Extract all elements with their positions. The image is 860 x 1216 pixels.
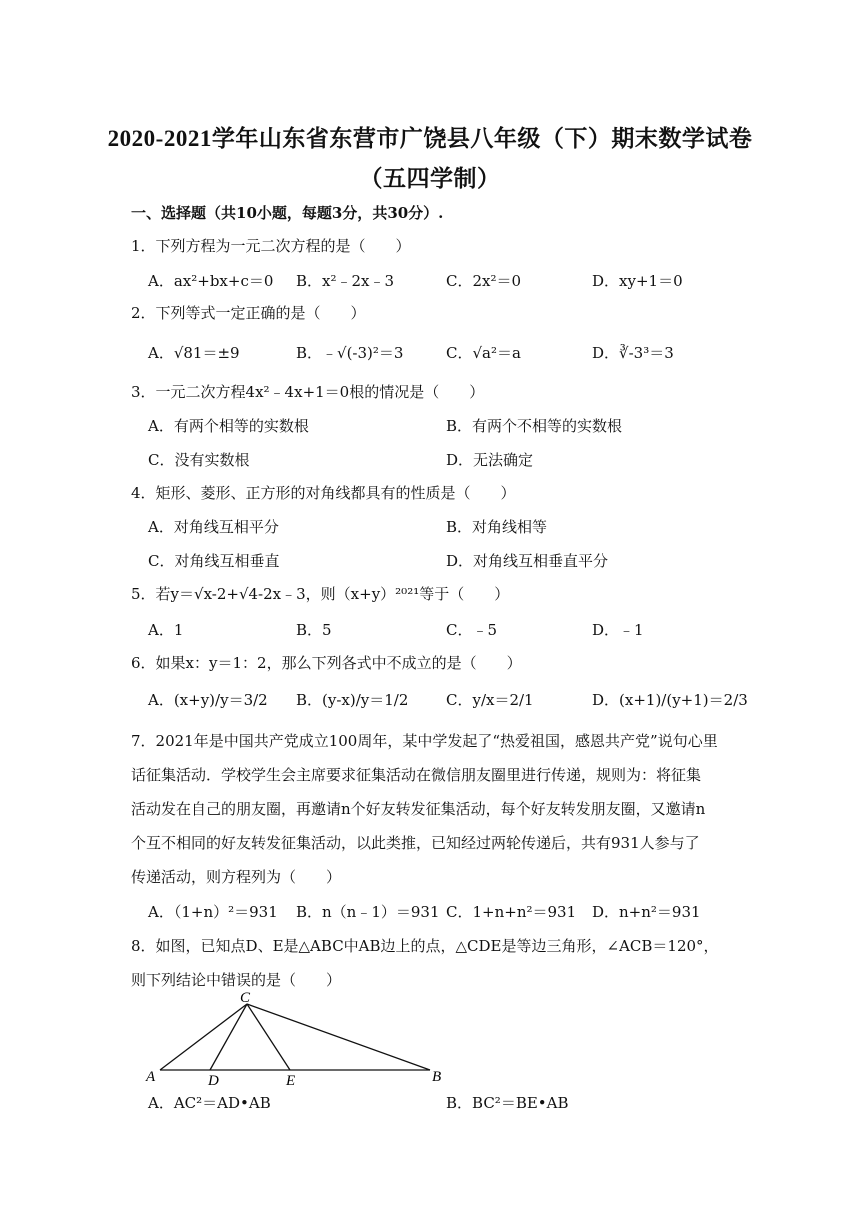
exam-title: 2020-2021学年山东省东营市广饶县八年级（下）期末数学试卷 xyxy=(107,126,753,151)
exam-subtitle: （五四学制） xyxy=(359,166,501,191)
q6-option-c: C．y/x＝2/1 xyxy=(446,691,534,709)
q5-option-a: A．1 xyxy=(148,621,184,639)
section-heading: 一、选择题（共10小题，每题3分，共30分）. xyxy=(131,204,444,222)
q1-option-d: D．xy+1＝0 xyxy=(592,272,683,290)
q4-option-c: C．对角线互相垂直 xyxy=(148,552,280,570)
q2-option-a: A．√81＝±9 xyxy=(148,344,240,362)
q3-option-a: A．有两个相等的实数根 xyxy=(148,417,309,435)
q4-stem: 4．矩形、菱形、正方形的对角线都具有的性质是（ ） xyxy=(131,484,516,502)
q6-option-b: B．(y-x)/y＝1/2 xyxy=(296,691,409,709)
q8-line-2: 则下列结论中错误的是（ ） xyxy=(131,971,342,989)
q3-option-d: D．无法确定 xyxy=(446,451,534,469)
q7-option-d: D．n+n²＝931 xyxy=(592,903,701,921)
q5-option-b: B．5 xyxy=(296,621,332,639)
q3-option-c: C．没有实数根 xyxy=(148,451,250,469)
q8-option-b: B．BC²＝BE•AB xyxy=(446,1094,569,1112)
q6-option-a: A．(x+y)/y＝3/2 xyxy=(148,691,268,709)
q4-option-a: A．对角线互相平分 xyxy=(148,518,279,536)
q7-line-4: 个互不相同的好友转发征集活动，以此类推，已知经过两轮传递后，共有931人参与了 xyxy=(131,834,700,852)
segment-ce xyxy=(247,1004,290,1070)
q4-option-b: B．对角线相等 xyxy=(446,518,548,536)
q5-stem: 5．若y＝√x-2+√4-2x﹣3，则（x+y）²⁰²¹等于（ ） xyxy=(131,585,510,603)
q1-option-a: A．ax²+bx+c＝0 xyxy=(148,272,274,290)
label-a: A xyxy=(146,1069,156,1085)
q7-line-5: 传递活动，则方程列为（ ） xyxy=(131,868,342,886)
q3-option-b: B．有两个不相等的实数根 xyxy=(446,417,623,435)
segment-cd xyxy=(210,1004,247,1070)
q6-stem: 6．如果x：y＝1：2，那么下列各式中不成立的是（ ） xyxy=(131,654,522,672)
q8-line-1: 8．如图，已知点D、E是△ABC中AB边上的点，△CDE是等边三角形，∠ACB＝120°， xyxy=(131,937,719,955)
q7-line-3: 活动发在自己的朋友圈，再邀请n个好友转发征集活动，每个好友转发朋友圈，又邀请n xyxy=(131,800,706,818)
q2-option-c: C．√a²＝a xyxy=(446,344,521,362)
q5-option-d: D．﹣1 xyxy=(592,621,644,639)
q7-line-2: 话征集活动．学校学生会主席要求征集活动在微信朋友圈里进行传递，规则为：将征集 xyxy=(131,766,702,784)
q2-option-d: D．∛-3³＝3 xyxy=(592,344,674,362)
q7-line-1: 7．2021年是中国共产党成立100周年，某中学发起了“热爱祖国，感恩共产党”说句心里 xyxy=(131,732,718,750)
label-e: E xyxy=(286,1073,296,1088)
q7-option-a: A．（1+n）²＝931 xyxy=(148,903,278,921)
q8-option-a: A．AC²＝AD•AB xyxy=(148,1094,271,1112)
q3-stem: 3．一元二次方程4x²﹣4x+1＝0根的情况是（ ） xyxy=(131,383,485,401)
segment-cb xyxy=(247,1004,430,1070)
q1-option-b: B．x²﹣2x﹣3 xyxy=(296,272,395,290)
q2-stem: 2．下列等式一定正确的是（ ） xyxy=(131,304,366,322)
label-d: D xyxy=(208,1073,219,1088)
q7-option-b: B．n（n﹣1）＝931 xyxy=(296,903,440,921)
q1-option-c: C．2x²＝0 xyxy=(446,272,522,290)
triangle-figure xyxy=(140,988,450,1088)
q5-option-c: C．﹣5 xyxy=(446,621,498,639)
q4-option-d: D．对角线互相垂直平分 xyxy=(446,552,609,570)
label-c: C xyxy=(240,990,251,1006)
q6-option-d: D．(x+1)/(y+1)＝2/3 xyxy=(592,691,748,709)
segment-ac xyxy=(160,1004,247,1070)
q7-option-c: C．1+n+n²＝931 xyxy=(446,903,577,921)
q2-option-b: B．﹣√(-3)²＝3 xyxy=(296,344,404,362)
q1-stem: 1．下列方程为一元二次方程的是（ ） xyxy=(131,237,411,255)
label-b: B xyxy=(432,1069,442,1085)
